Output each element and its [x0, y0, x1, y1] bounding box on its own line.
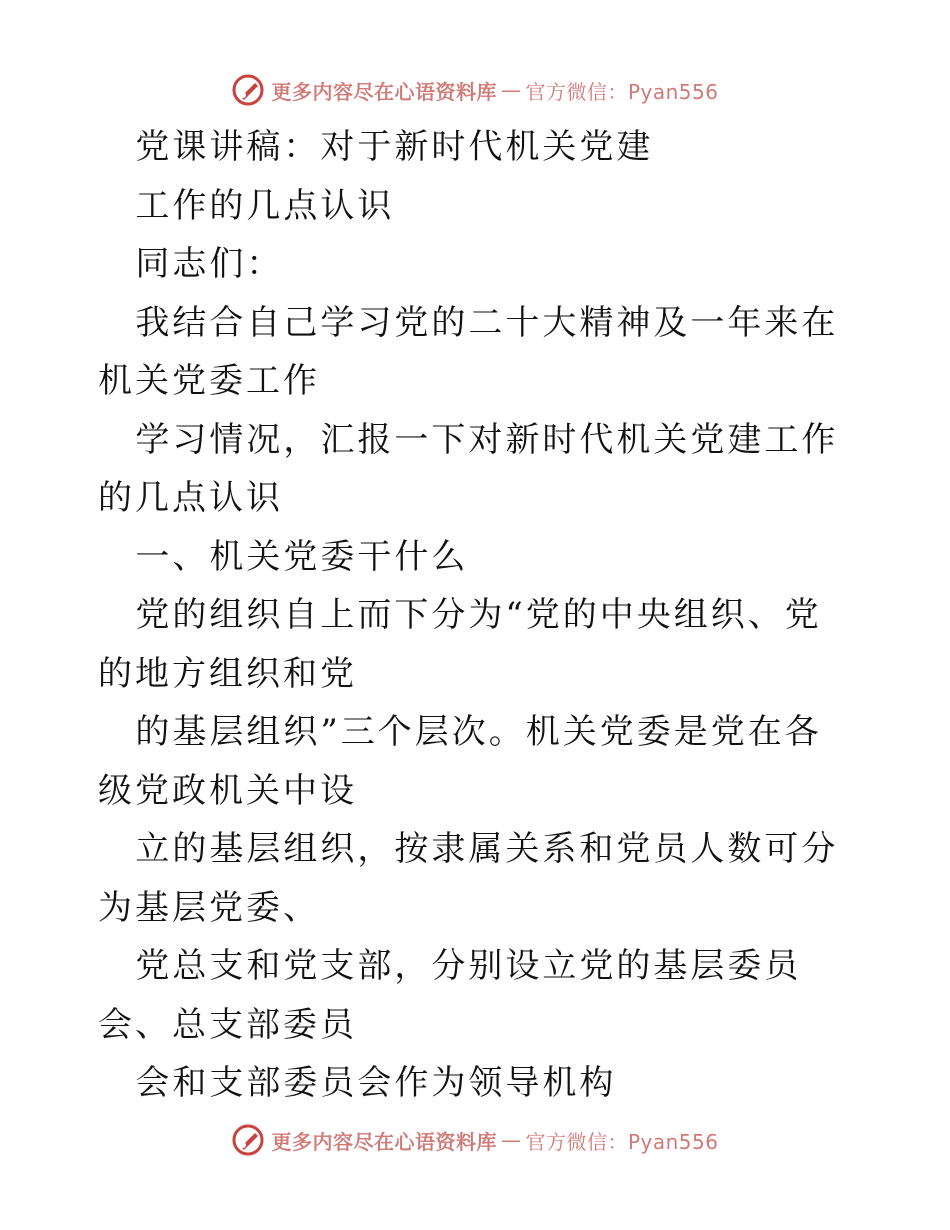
footer-watermark — [0, 1120, 950, 1160]
paragraph: 党的组织自上而下分为“党的中央组织、党的地方组织和党 — [98, 595, 822, 694]
header-watermark — [0, 70, 950, 110]
paragraph: 会和支部委员会作为领导机构 — [135, 1063, 617, 1103]
paragraph: 我结合自己学习党的二十大精神及一年来在机关党委工作 — [98, 302, 839, 401]
pen-logo-icon — [231, 1123, 265, 1157]
watermark-separator: — — [500, 1128, 522, 1152]
document-title-line-2: 工作的几点认识 — [135, 185, 395, 226]
watermark-separator: — — [500, 78, 522, 102]
paragraph: 党总支和党支部，分别设立党的基层委员会、总支部委员 — [98, 946, 802, 1045]
watermark-wechat-text: 官方微信：Pyan556 — [525, 79, 719, 104]
document-title-line-1: 党课讲稿：对于新时代机关党建 — [135, 127, 654, 167]
watermark-site-text: 更多内容尽在心语资料库 — [271, 1129, 497, 1154]
watermark-wechat-text: 官方微信：Pyan556 — [525, 1129, 719, 1154]
paragraph: 立的基层组织，按隶属关系和党员人数可分为基层党委、 — [98, 829, 839, 928]
salutation: 同志们： — [135, 244, 284, 284]
pen-logo-icon — [231, 73, 265, 107]
paragraph: 的基层组织”三个层次。机关党委是党在各级党政机关中设 — [98, 712, 822, 811]
document-body — [98, 118, 858, 1113]
section-heading: 一、机关党委干什么 — [135, 536, 469, 577]
paragraph: 学习情况，汇报一下对新时代机关党建工作的几点认识 — [98, 419, 839, 518]
watermark-site-text: 更多内容尽在心语资料库 — [271, 79, 497, 104]
